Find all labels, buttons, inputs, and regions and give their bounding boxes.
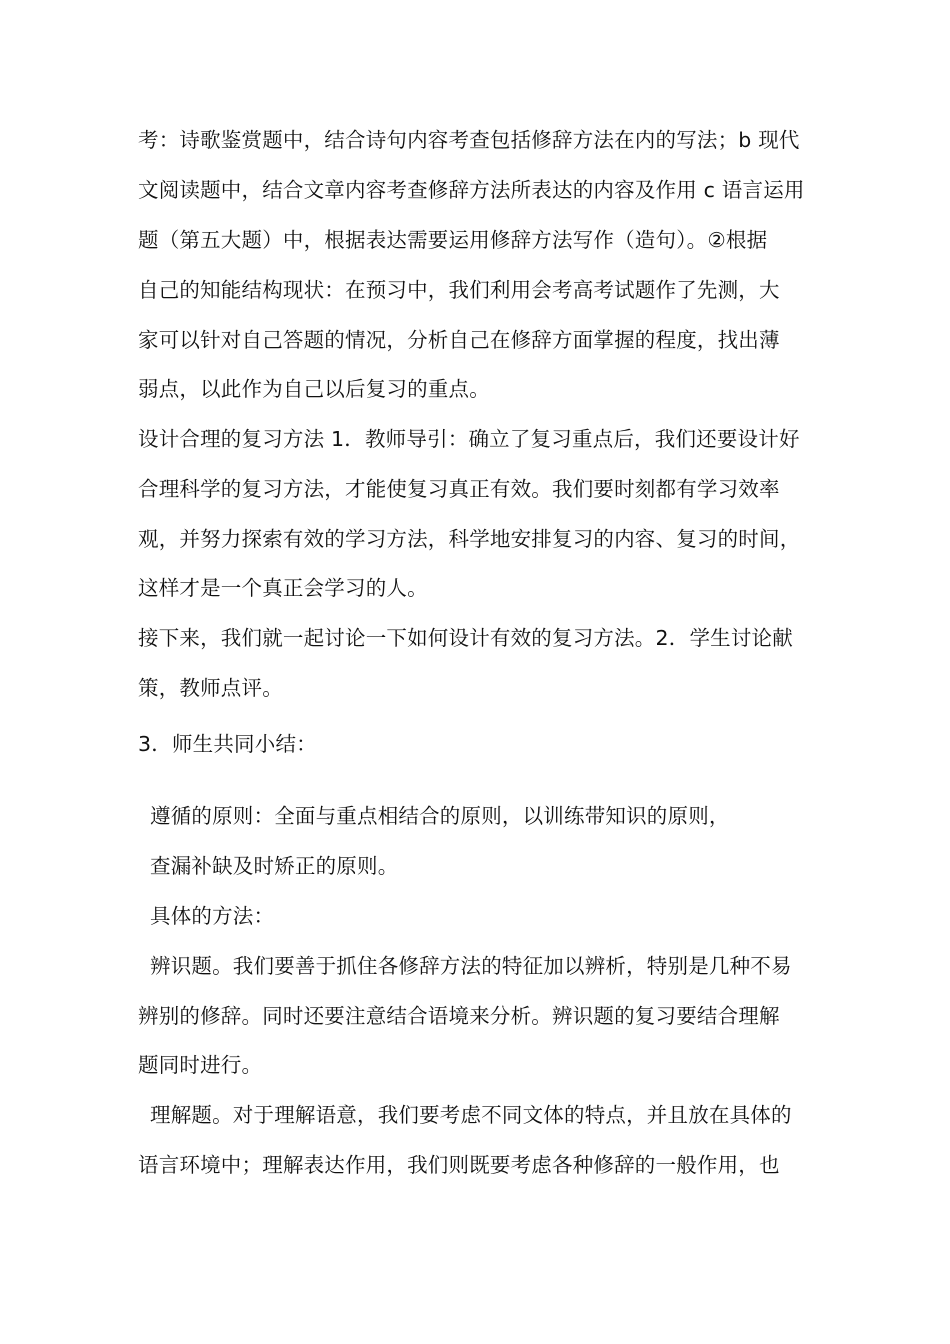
text-line: 遵循的原则：全面与重点相结合的原则，以训练带知识的原则， bbox=[150, 804, 730, 828]
text-line: 考：诗歌鉴赏题中，结合诗句内容考查包括修辞方法在内的写法；b 现代 bbox=[138, 128, 800, 152]
text-line: 接下来，我们就一起讨论一下如何设计有效的复习方法。2．学生讨论献 bbox=[138, 626, 793, 650]
text-line: 具体的方法： bbox=[150, 904, 275, 928]
text-line: 这样才是一个真正会学习的人。 bbox=[138, 576, 428, 600]
text-line: 题同时进行。 bbox=[138, 1053, 263, 1077]
text-line: 语言环境中；理解表达作用，我们则既要考虑各种修辞的一般作用，也 bbox=[138, 1153, 780, 1177]
text-line: 策，教师点评。 bbox=[138, 676, 283, 700]
text-line: 3．师生共同小结： bbox=[138, 732, 317, 756]
text-line: 辨识题。我们要善于抓住各修辞方法的特征加以辨析，特别是几种不易 bbox=[150, 954, 792, 978]
text-line: 自己的知能结构现状：在预习中，我们利用会考高考试题作了先测，大 bbox=[138, 278, 780, 302]
text-line: 理解题。对于理解语意，我们要考虑不同文体的特点，并且放在具体的 bbox=[150, 1103, 792, 1127]
text-line: 设计合理的复习方法 1．教师导引：确立了复习重点后，我们还要设计好 bbox=[138, 427, 800, 451]
text-line: 查漏补缺及时矫正的原则。 bbox=[150, 854, 399, 878]
text-line: 文阅读题中，结合文章内容考查修辞方法所表达的内容及作用 c 语言运用 bbox=[138, 178, 805, 202]
text-line: 弱点，以此作为自己以后复习的重点。 bbox=[138, 377, 490, 401]
text-line: 家可以针对自己答题的情况，分析自己在修辞方面掌握的程度，找出薄 bbox=[138, 328, 780, 352]
text-line: 合理科学的复习方法，才能使复习真正有效。我们要时刻都有学习效率 bbox=[138, 477, 780, 501]
text-line: 辨别的修辞。同时还要注意结合语境来分析。辨识题的复习要结合理解 bbox=[138, 1004, 780, 1028]
text-line: 题（第五大题）中，根据表达需要运用修辞方法写作（造句）。②根据 bbox=[138, 228, 768, 252]
text-line: 观，并努力探索有效的学习方法，科学地安排复习的内容、复习的时间， bbox=[138, 527, 801, 551]
